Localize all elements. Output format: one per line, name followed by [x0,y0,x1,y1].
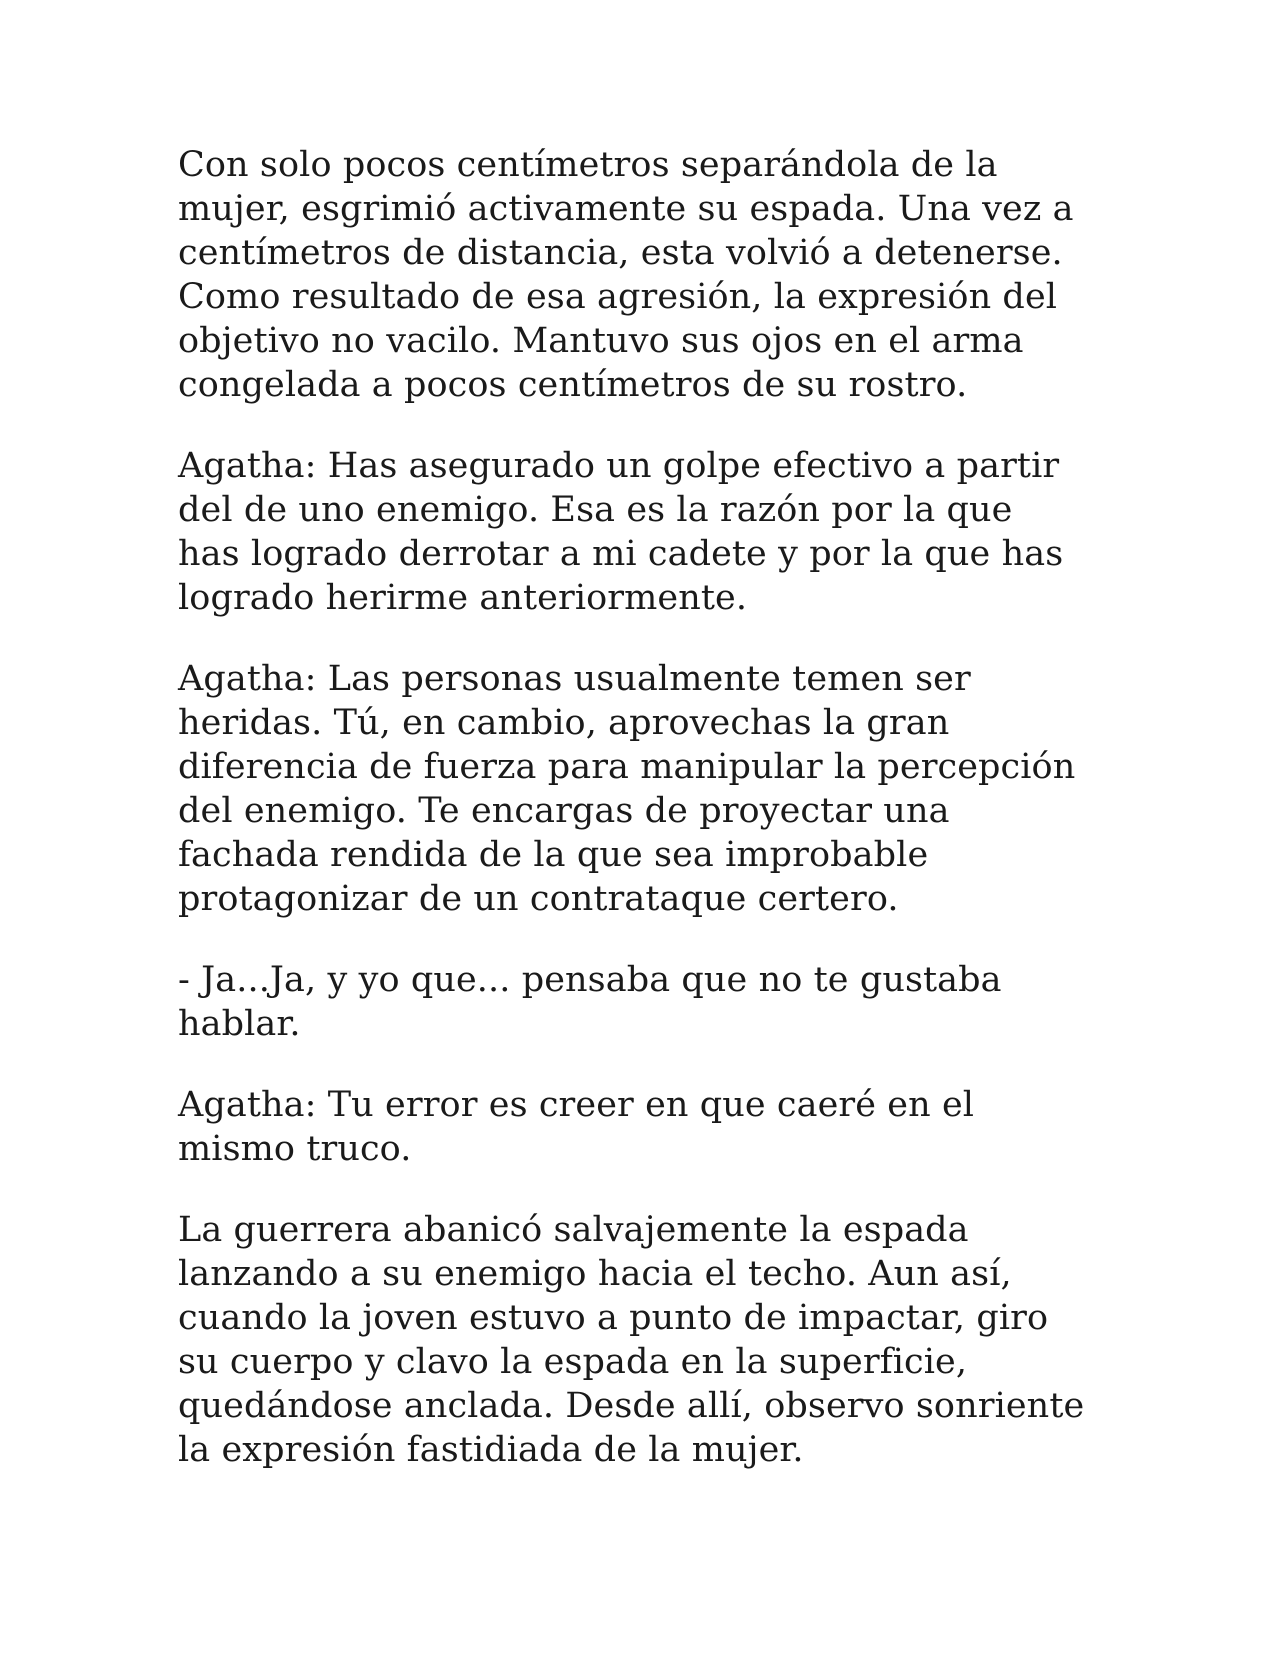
text-line: quedándose anclada. Desde allí, observo sonriente [178,1386,1085,1426]
text-line: cuando la joven estuvo a punto de impactar, giro [178,1298,1049,1338]
text-line: del de uno enemigo. Esa es la razón por la que [178,490,1013,530]
text-line: su cuerpo y clavo la espada en la superficie, [178,1342,968,1382]
text-line: lanzando a su enemigo hacia el techo. Aun así, [178,1254,1012,1294]
narration-paragraph [178,143,1118,407]
text-line: centímetros de distancia, esta volvió a detenerse. [178,233,1063,273]
text-line: congelada a pocos centímetros de su rostro. [178,365,968,405]
dialogue-paragraph [178,958,1118,1046]
text-line: logrado herirme anteriormente. [178,578,748,618]
text-line: La guerrera abanicó salvajemente la espada [178,1210,969,1250]
text-line: mujer, esgrimió activamente su espada. Una vez a [178,189,1074,229]
text-line: Agatha: Tu error es creer en que caeré en el [178,1085,975,1125]
text-line: hablar. [178,1004,301,1044]
text-line: diferencia de fuerza para manipular la percepción [178,747,1076,787]
text-body [178,143,1118,1472]
dialogue-paragraph [178,657,1118,921]
text-line: del enemigo. Te encargas de proyectar una [178,791,950,831]
dialogue-paragraph [178,444,1118,620]
narration-paragraph [178,1208,1118,1472]
dialogue-paragraph [178,1083,1118,1171]
text-line: fachada rendida de la que sea improbable [178,835,929,875]
text-line: objetivo no vacilo. Mantuvo sus ojos en el arma [178,321,1024,361]
text-line: has logrado derrotar a mi cadete y por la que has [178,534,1064,574]
text-line: heridas. Tú, en cambio, aprovechas la gran [178,703,950,743]
text-line: protagonizar de un contrataque certero. [178,879,899,919]
text-line: Agatha: Las personas usualmente temen ser [178,659,971,699]
text-line: Como resultado de esa agresión, la expresión del [178,277,1058,317]
text-line: - Ja...Ja, y yo que... pensaba que no te gustaba [178,960,1002,1000]
text-line: mismo truco. [178,1129,412,1169]
text-line: la expresión fastidiada de la mujer. [178,1430,804,1470]
text-line: Con solo pocos centímetros separándola de la [178,145,998,185]
text-line: Agatha: Has asegurado un golpe efectivo a partir [178,446,1060,486]
